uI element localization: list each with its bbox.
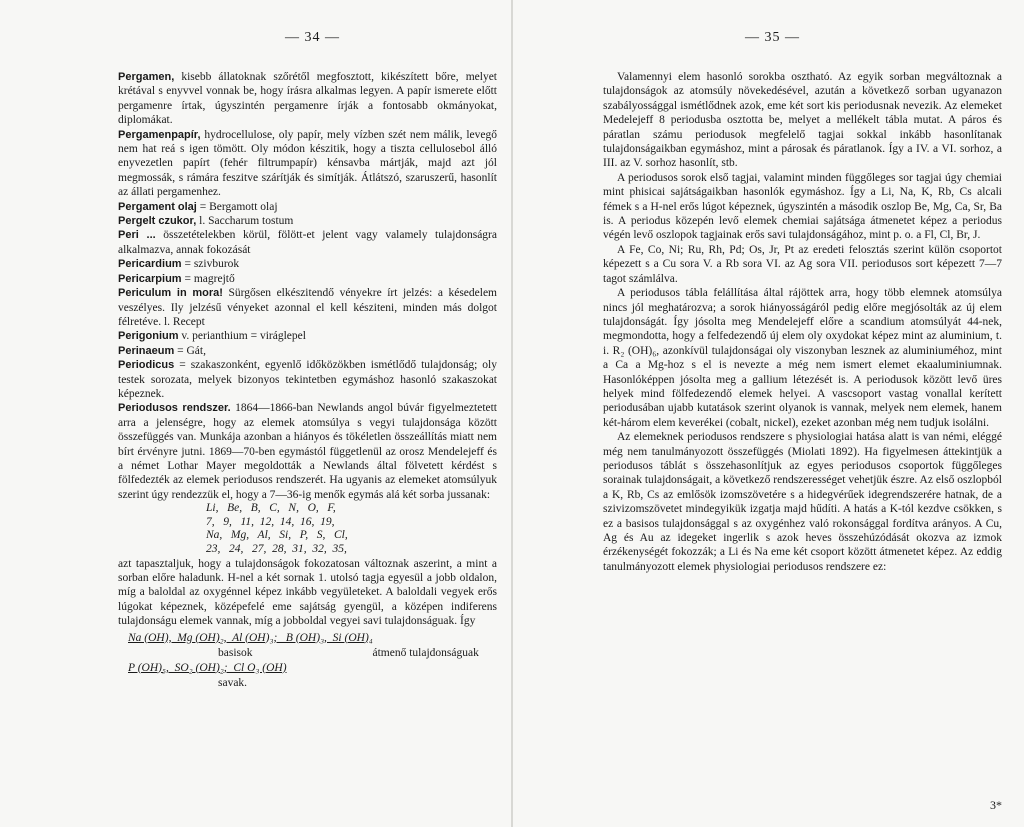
formula-line: Na (OH), Mg (OH)₂, Al (OH)₃; B (OH)₃, Si (OH)₄: [128, 631, 373, 644]
entry-text: hydrocellulose, oly papír, mely vízben szét nem málik, levegő nem hat reá s igen tömött. Oly módon készitik, hogy a tiszta cellulosebol álló enyvezetlen papírt (fehér filtrumpapír) kénsavba mártják, majd azt jól megmossák, s rámára feszitve szárítják és simítják. Átlátszó, szaruszerű, hasonlít az állati pergamenhez.: [118, 128, 497, 199]
entry-term: Pergamenpapír,: [118, 128, 201, 141]
entry-pergament-olaj: [118, 200, 497, 214]
entry-text: Sürgősen elkészitendő vényekre írt jelzés: a késedelem veszélyes. Ily jelzésű vényeket azonnal el kell késziteni, minden más dolgot félretéve. l. Recept: [118, 287, 498, 328]
element-row: 7, 9, 11, 12, 14, 16, 19,: [206, 515, 335, 528]
element-rows: [118, 502, 497, 556]
after-rows-text: azt tapasztaljuk, hogy a tulajdonságok fokozatosan változnak aszerint, a mint a sorban előre haladunk. H-nel a két sornak 1. utolsó tagja egyesül a jobb oldalon, míg a baloldal az oxygénnel képez inkább vegyületeket. A baloldali vegyek erős lúgokat képeznek, középefelé eme sajátság gyengül, a középen indiferens tulajdonságu elemek vannak, míg a jobboldal vegyei savi tulajdonságuak. Így: [118, 557, 497, 628]
entry-text: = szivburok: [184, 258, 240, 271]
entry-text: v. perianthium = viráglepel: [181, 330, 306, 343]
entry-pericarpium: [118, 272, 497, 286]
formula-line: P (OH)₅, SO₂ (OH)₂; Cl O₃ (OH): [128, 661, 287, 674]
signature-mark: 3*: [990, 798, 1002, 812]
entry-text: kisebb állatoknak szőrétől megfosztott, kikészített bőre, melyet krétával s enyvvel vonnak be, hogy írásra alkalmas legyen. A papír ismerete előtt pergamenre írtak, úgyszintén pergamenre írják a fontosabb okmányokat, diplomákat.: [118, 71, 497, 127]
entry-pergamen: [118, 70, 497, 128]
element-row: 23, 24, 27, 28, 31, 32, 35,: [206, 542, 347, 555]
paragraph: A periodusos sorok első tagjai, valamint minden függőleges sor tagjai úgy chemiai mint phisicai sajátságaikban hasonlók egymáshoz. Így a Li, Na, K, Rb, Cs alcali fémek s a H-nel erős lúgot képeznek, úgyszintén a második oszlop Be, Mg, Ca, Sr, Ba is. A periodus közepén levő elemek chemiai sajátsága átmenetet képez a periodus végén levő oszlopok tagjainak erős savi tulajdonságához, mint p. o. a Fl, Cl, Br, J.: [603, 171, 1002, 242]
entry-term: Periodusos rendszer.: [118, 402, 231, 415]
entry-term: Perigonium: [118, 330, 179, 343]
entry-text: = Gát,: [177, 344, 206, 357]
entry-periodusos-rendszer: [118, 401, 497, 502]
entry-text: = magrejtő: [184, 272, 235, 285]
left-page: [0, 0, 511, 827]
left-page-number: — 34 —: [285, 30, 340, 45]
element-row: Na, Mg, Al, Si, P, S, Cl,: [206, 529, 348, 542]
formula-note: savak.: [218, 676, 248, 689]
entry-term: Periodicus: [118, 359, 175, 372]
entry-text: = szakaszonként, egyenlő időközökben ismétlődő tulajdonság; oly testek sorozata, melyek bizonyos tekintetben egymáshoz hasonló szakaszokat képeznek.: [118, 359, 497, 400]
paragraph: Valamennyi elem hasonló sorokba osztható. Az egyik sorban megváltoznak a tulajdonságok az atomsúly növekedésével, azután a következő sorban ugyanazon szabályossággal ismétlődnek azok, eme két sort kis periodusnak nevezik. Az elemeket Medelejeff 8 periodusba osztotta be, melyet a mellékelt tábla mutat. A páros és páratlan számu periodusok megfelelő tagjai sokkal inkább hasonlítanak tulajdonságaikban egymáshoz, mint a párosak és páratlanok. Így a IV. a VI. sorhoz, a III. az V. sorhoz hasonlít, stb.: [603, 71, 1002, 170]
entry-text: l. Saccharum tostum: [199, 215, 294, 228]
entry-perinaeum: [118, 344, 497, 358]
entry-periodicus: [118, 358, 497, 401]
paragraph: Az elemeknek periodusos rendszere s physiologiai hatása alatt is van némi, eléggé még nem tanulmányozott összefüggés (Miolati 1892). Ha figyelmesen áttekintjük a periodusos táblát s összehasonlítjuk az egyes periodusos csoportok függőleges sorainak tulajdonságait, a következő rendszerességet vehetjük észre. Az első oszlopból a K, Rb, Cs az emlősök izomszövetére s a hidegvérűek idegrendszerére hatnak, de a szivizomszövetet mindegyikük izgatja majd hűdíti. A hatás a K-tól kezdve csökken, s ez a basisos tulajdonsággal s az oxygénhez való rokonsággal fordítva arányos. A Cu, Ag és Au az idegeket ingerlik s azok heves összehúzódását okozva az izmok érzékenységét fokozzák; a Li és Na eme két csoport között átmenetet képez. Az eddig tanulmányozott elemek physiologiai periodusos rendszere ez:: [603, 431, 1002, 573]
entry-text: összetételekben körül, fölött-et jelent vagy valamely tulajdonságra alkalmazva, annak fokozását: [118, 229, 497, 256]
entry-term: Perinaeum: [118, 344, 175, 357]
entry-perigonium: [118, 329, 497, 343]
right-page: [513, 0, 1024, 827]
entry-text: = Bergamott olaj: [199, 200, 278, 213]
paragraph: A Fe, Co, Ni; Ru, Rh, Pd; Os, Jr, Pt az eredeti felosztás szerint külön csoportot képezett s a Cu sora V. a Rb sora VI. az Ag sora VII. periodusos sort képezett 7—7 tagot számlálva.: [603, 243, 1002, 285]
entry-term: Peri ...: [118, 229, 156, 242]
entry-term: Pericarpium: [118, 272, 182, 285]
formula-block: [128, 631, 497, 691]
formula-caption: [128, 646, 497, 661]
entry-term: Pergament olaj: [118, 200, 197, 213]
entry-term: Pergamen,: [118, 71, 175, 83]
entry-term: Periculum in mora!: [118, 287, 223, 300]
entry-pergelt-czukor: [118, 214, 497, 228]
entry-pergamenpapir: [118, 128, 497, 200]
entry-term: Pergelt czukor,: [118, 215, 197, 228]
entry-pericardium: [118, 257, 497, 271]
entry-term: Pericardium: [118, 258, 182, 271]
right-page-number: — 35 —: [745, 30, 800, 45]
formula-note: basisok: [218, 646, 253, 659]
entry-text: 1864—1866-ban Newlands angol búvár figyelmeztetett arra a jelenségre, hogy az elemek atomsúlya s vegyi tulajdonsága között összefüggés van. Munkája azonban a hiányos és tökéletlen összeállítás miatt nem bírt érvényre jutni. 1869—70-ben egymástól függetlenül az orosz Mendelejeff és a német Lothar Mayer megoldották a Newlands által fölvetett kérdést s fölfedezték az elemek periodusos rendszerét. Ha ugyanis az elemeket atomsúlyuk szerint úgy rendezzük el, hogy a 7—36-ig menők egymás alá két sorba jussanak:: [118, 402, 498, 501]
formula-note: átmenő tulajdonságuak: [372, 646, 479, 659]
element-row: Li, Be, B, C, N, O, F,: [206, 502, 336, 515]
entry-peri: [118, 228, 497, 257]
paragraph: A periodusos tábla felállítása által rájöttek arra, hogy több elemnek atomsúlya nincs jól meghatározva; a sorok hiányosságáról pedig előre megjósolták az új elem tulajdonságát. Így jósolta meg Mendelejeff előre a scandium atomsúlyát 44-nek, megmondotta, hogy a felfedezendő új elem oly oxydokat képez mint az aluminium, t. i. R₂ (OH)₆, azonkívül tulajdonságai oly viszonyban lesznek az aluminiuméhoz, mint a Ca a Mg-hoz s el is nevezte a még nem ismert elemet ekaaluminiumnak. Hasonlóképpen jósolta meg a gallium létezését is. A periodusok között levő üres helyek mind fölfedezendő elemek helyei. A vascsoport vastag vonallal kerített periodusában ujabb kutatások szerint olyanok is vannak, melyek nem elemek, hanem két-három elem keverékei (cobalt, nickel), ezeket azonban még nem tudjuk isolálni.: [603, 287, 1002, 429]
entry-periculum: [118, 286, 497, 329]
